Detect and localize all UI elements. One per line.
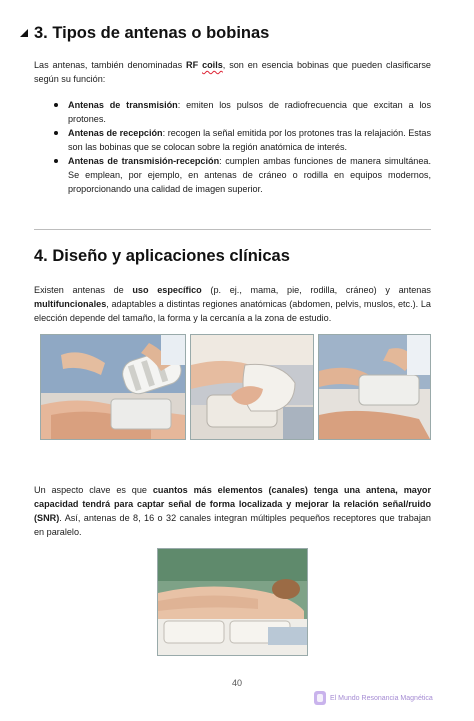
bullet-icon xyxy=(54,159,58,163)
list-item xyxy=(34,154,431,196)
collapse-triangle-icon[interactable] xyxy=(20,29,28,37)
intro-text: Las antenas, también denominadas xyxy=(34,60,187,70)
intro-text-end: , son en esencia bobinas que pueden clasificarse según su función: xyxy=(34,60,431,84)
section-4-paragraph-1 xyxy=(34,283,431,325)
intro-rf: RF xyxy=(186,60,203,70)
intro-coils-spellcheck: coils xyxy=(202,60,223,70)
bullet-term: Antenas de transmisión-recepción xyxy=(68,156,220,166)
wrist-coil-photo xyxy=(190,334,314,440)
section-divider xyxy=(34,229,431,230)
bold-text: uso específico xyxy=(132,285,202,295)
bold-text: cuantos más elementos (canales) tenga una antena, mayor capacidad tendrá para captar señal de forma localizada y mejorar la relación señal/ruido (SNR) xyxy=(34,485,431,523)
section-3-intro xyxy=(34,58,431,86)
section-number: 4. xyxy=(34,247,48,265)
bullet-term: Antenas de recepción xyxy=(68,128,163,138)
brand-name: El Mundo Resonancia Magnética xyxy=(330,694,433,702)
page-number: 40 xyxy=(231,678,242,688)
section-3-heading xyxy=(20,24,269,43)
section-title: Tipos de antenas o bobinas xyxy=(52,24,270,42)
knee-coil-photo xyxy=(40,334,186,440)
section-4-paragraph-2 xyxy=(34,483,431,539)
text: Un aspecto clave es que xyxy=(34,485,153,495)
bullet-text: : cumplen ambas funciones de manera simultánea. Se emplean, por ejemplo, en antenas de cráneo o rodilla en equipos modernos, proporcionando una calidad de imagen superior. xyxy=(68,156,431,194)
brand-logo-icon xyxy=(314,691,326,705)
text: (p. ej., mama, pie, rodilla, cráneo) y antenas xyxy=(201,285,431,295)
section-number: 3. xyxy=(34,24,48,42)
bullet-icon xyxy=(54,131,58,135)
ankle-coil-photo xyxy=(318,334,431,440)
bullet-text: : recogen la señal emitida por los protones tras la relajación. Estas son las bobinas que se colocan sobre la región anatómica de interés. xyxy=(68,128,431,152)
bullet-icon xyxy=(54,103,58,107)
bullet-term: Antenas de transmisión xyxy=(68,100,178,110)
text: , adaptables a distintas regiones anatómicas (abdomen, pelvis, muslos, etc.). La elección depende del tamaño, la forma y la cercanía a la zona de estudio. xyxy=(34,299,431,323)
section-title: Diseño y aplicaciones clínicas xyxy=(52,247,290,265)
text: . Así, antenas de 8, 16 o 32 canales integran múltiples pequeños receptores que trabajan en paralelo. xyxy=(34,513,431,537)
section-4-heading xyxy=(34,247,290,266)
bold-text: multifuncionales xyxy=(34,299,107,309)
text: Existen antenas de xyxy=(34,285,133,295)
bullet-text: : emiten los pulsos de radiofrecuencia que excitan a los protones. xyxy=(68,100,431,124)
antenna-types-list xyxy=(34,98,431,196)
list-item xyxy=(34,126,431,154)
prone-patient-coil-photo xyxy=(157,548,308,656)
list-item xyxy=(34,98,431,126)
brand-footer xyxy=(314,691,433,705)
